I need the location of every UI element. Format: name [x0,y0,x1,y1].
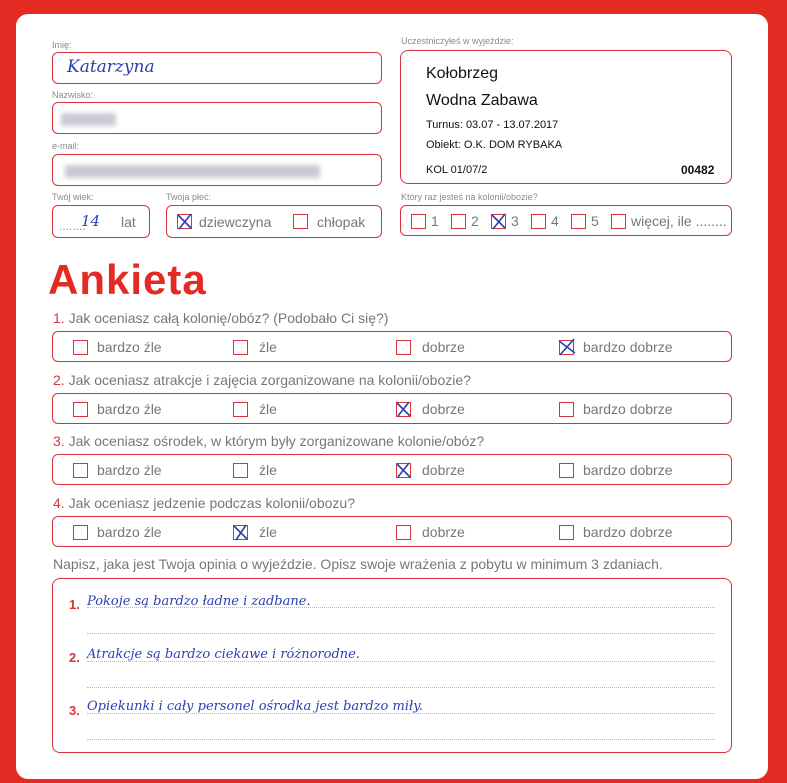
surname-field[interactable] [52,102,382,134]
trip-info-box [400,50,732,184]
name-field[interactable] [52,52,382,84]
gender-boy-label: chłopak [317,214,366,230]
q4-zle-checkbox[interactable] [233,525,248,540]
gender-boy-checkbox[interactable] [293,214,308,229]
email-field[interactable] [52,154,382,186]
q1-bardzo-zle-checkbox[interactable] [73,340,88,355]
name-value: Katarzyna [67,57,155,77]
age-value: 14 [81,212,101,230]
opinion-line-2-text: Atrakcje są bardzo ciekawe i różnorodne. [87,647,360,662]
q3-bardzo-dobrze-checkbox[interactable] [559,463,574,478]
age-field[interactable] [52,205,150,238]
question-4-options [52,516,732,547]
opinion-blank-rule [87,687,715,688]
opinion-line-1-rule [87,607,715,608]
question-1-options [52,331,732,362]
q4-zle-label: źle [259,524,277,540]
opinion-blank-rule [87,739,715,740]
q3-bardzo-zle-label: bardzo źle [97,462,162,478]
q3-bardzo-dobrze-label: bardzo dobrze [583,462,673,478]
q3-bardzo-zle-checkbox[interactable] [73,463,88,478]
q2-dobrze-checkbox[interactable] [396,402,411,417]
trip-program: Wodna Zabawa [426,92,538,109]
q1-bardzo-zle-label: bardzo źle [97,339,162,355]
q4-bardzo-dobrze-checkbox[interactable] [559,525,574,540]
trip-city: Kołobrzeg [426,65,499,82]
q3-zle-label: źle [259,462,277,478]
times-3-checkbox[interactable] [491,214,506,229]
gender-label: Twoja płeć: [166,192,212,202]
times-4-label: 4 [551,213,559,229]
q2-zle-checkbox[interactable] [233,402,248,417]
trip-label: Uczestniczyłeś w wyjeździe: [401,36,514,46]
age-dots: ........ [59,219,86,233]
age-label: Twój wiek: [52,192,94,202]
q1-zle-label: źle [259,339,277,355]
trip-object: Obiekt: O.K. DOM RYBAKA [426,139,563,151]
q1-bardzo-dobrze-label: bardzo dobrze [583,339,673,355]
question-1-text: 1. Jak oceniasz całą kolonię/obóz? (Podobało Ci się?) [53,310,389,326]
times-more-checkbox[interactable] [611,214,626,229]
age-unit: lat [121,214,136,230]
q2-bardzo-dobrze-label: bardzo dobrze [583,401,673,417]
times-field [400,205,732,236]
checkmark-x-icon [394,400,413,419]
q2-zle-label: źle [259,401,277,417]
question-2-text: 2. Jak oceniasz atrakcje i zajęcia zorganizowane na kolonii/obozie? [53,372,471,388]
q1-dobrze-checkbox[interactable] [396,340,411,355]
trip-code: KOL 01/07/2 [426,164,488,176]
survey-title: Ankieta [48,256,207,303]
gender-girl-checkbox[interactable] [177,214,192,229]
q4-dobrze-label: dobrze [422,524,465,540]
surname-label: Nazwisko: [52,90,94,100]
q3-dobrze-label: dobrze [422,462,465,478]
question-3-options [52,454,732,485]
opinion-line-1-text: Pokoje są bardzo ładne i zadbane. [87,594,311,609]
times-1-checkbox[interactable] [411,214,426,229]
times-more-label: więcej, ile ........ [631,213,727,229]
times-5-label: 5 [591,213,599,229]
checkmark-x-icon [489,212,508,231]
opinion-line-2-rule [87,661,715,662]
opinion-blank-rule [87,633,715,634]
checkmark-x-icon [231,523,250,542]
q1-zle-checkbox[interactable] [233,340,248,355]
q2-dobrze-label: dobrze [422,401,465,417]
times-1-label: 1 [431,213,439,229]
question-3-text: 3. Jak oceniasz ośrodek, w którym były zorganizowane kolonie/obóz? [53,433,485,449]
opinion-line-2-number: 2. [69,650,80,665]
question-4-text: 4. Jak oceniasz jedzenie podczas kolonii/obozu? [53,495,355,511]
q4-bardzo-dobrze-label: bardzo dobrze [583,524,673,540]
q4-bardzo-zle-checkbox[interactable] [73,525,88,540]
times-2-checkbox[interactable] [451,214,466,229]
q4-dobrze-checkbox[interactable] [396,525,411,540]
opinion-line-3-text: Opiekunki i cały personel ośrodka jest bardzo miły. [87,699,423,714]
q2-bardzo-zle-label: bardzo źle [97,401,162,417]
question-2-options [52,393,732,424]
redacted-surname [61,113,116,126]
opinion-prompt: Napisz, jaka jest Twoja opinia o wyjeździe. Opisz swoje wrażenia z pobytu w minimum 3 zdaniach. [53,556,663,572]
times-label: Który raz jesteś na kolonii/obozie? [401,192,538,202]
q4-bardzo-zle-label: bardzo źle [97,524,162,540]
trip-turnus: Turnus: 03.07 - 13.07.2017 [426,119,559,131]
opinion-box[interactable] [52,578,732,753]
checkmark-x-icon [175,212,194,231]
redacted-email [65,165,320,178]
times-5-checkbox[interactable] [571,214,586,229]
q2-bardzo-dobrze-checkbox[interactable] [559,402,574,417]
q1-bardzo-dobrze-checkbox[interactable] [559,340,574,355]
times-2-label: 2 [471,213,479,229]
trip-number: 00482 [681,163,715,177]
q1-dobrze-label: dobrze [422,339,465,355]
q3-dobrze-checkbox[interactable] [396,463,411,478]
opinion-line-1-number: 1. [69,597,80,612]
email-label: e-mail: [52,141,80,151]
checkmark-x-icon [557,338,576,357]
opinion-line-3-rule [87,713,715,714]
gender-field [166,205,382,238]
gender-girl-label: dziewczyna [199,214,272,230]
name-label: Imię: [52,40,72,50]
checkmark-x-icon [394,461,413,480]
opinion-line-3-number: 3. [69,703,80,718]
q3-zle-checkbox[interactable] [233,463,248,478]
q2-bardzo-zle-checkbox[interactable] [73,402,88,417]
times-3-label: 3 [511,213,519,229]
times-4-checkbox[interactable] [531,214,546,229]
